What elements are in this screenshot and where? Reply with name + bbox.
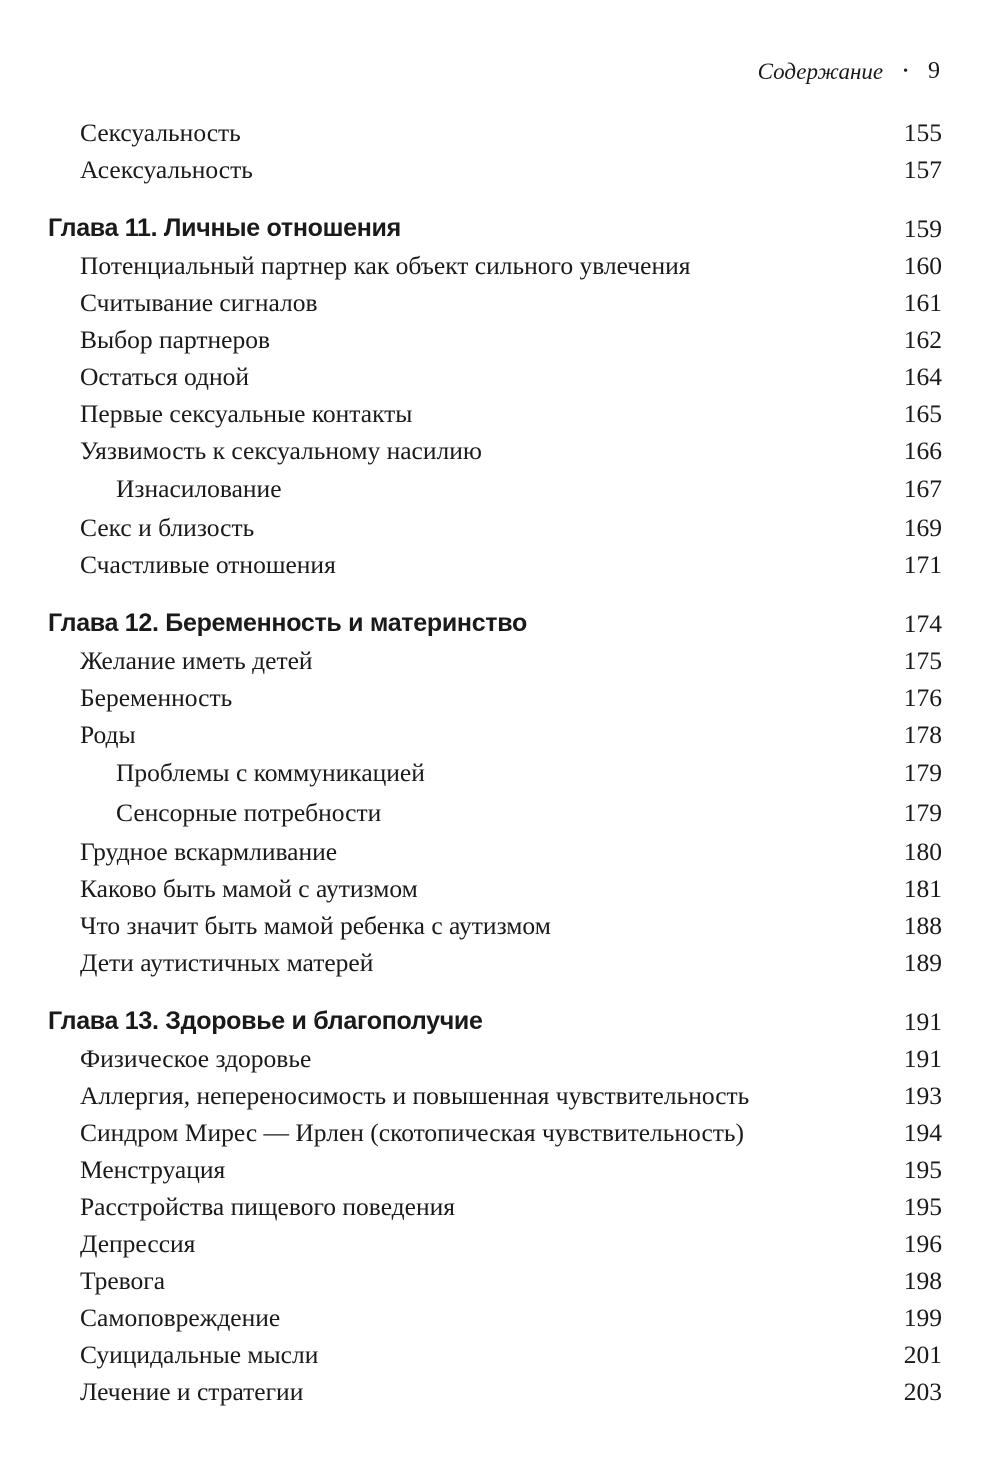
toc-entry-label: Остаться одной bbox=[80, 362, 250, 391]
running-head-title: Содержание bbox=[757, 58, 884, 84]
toc-entry-page: 199 bbox=[903, 1303, 942, 1332]
chapter-11-group bbox=[48, 210, 942, 583]
chapter-page: 159 bbox=[903, 214, 942, 243]
toc-subentry[interactable] bbox=[48, 793, 942, 833]
toc-entry[interactable] bbox=[48, 247, 942, 284]
toc-entry[interactable] bbox=[48, 432, 942, 469]
toc-entry-label: Желание иметь детей bbox=[80, 646, 313, 675]
toc-entry-label: Дети аутистичных матерей bbox=[80, 948, 374, 977]
toc-entry[interactable] bbox=[48, 833, 942, 870]
toc-entry-page: 193 bbox=[903, 1081, 942, 1110]
toc-entry[interactable] bbox=[48, 944, 942, 981]
toc-entry-label: Потенциальный партнер как объект сильного увлечения bbox=[80, 251, 691, 280]
toc-entry-label: Синдром Мирес — Ирлен (скотопическая чувствительность) bbox=[80, 1118, 745, 1147]
toc-entry-label: Грудное вскармливание bbox=[80, 837, 338, 866]
toc-entry-label: Первые сексуальные контакты bbox=[80, 399, 413, 428]
toc-entry-page: 162 bbox=[903, 325, 942, 354]
toc-entry-page: 179 bbox=[903, 798, 942, 827]
toc-entry-label: Тревога bbox=[80, 1266, 166, 1295]
toc-entry-label: Что значит быть мамой ребенка с аутизмом bbox=[80, 911, 551, 940]
toc-entry-page: 176 bbox=[903, 683, 942, 712]
toc-entry-label: Беременность bbox=[80, 683, 233, 712]
toc-entry[interactable] bbox=[48, 1373, 942, 1410]
toc-entry-label: Уязвимость к сексуальному насилию bbox=[80, 436, 482, 465]
toc-entry[interactable] bbox=[48, 1040, 942, 1077]
toc-entry-page: 203 bbox=[903, 1377, 942, 1406]
toc-entry-page: 169 bbox=[903, 513, 942, 542]
toc-entry[interactable] bbox=[48, 1188, 942, 1225]
toc-entry-page: 196 bbox=[903, 1229, 942, 1258]
toc-entry-page: 160 bbox=[903, 251, 942, 280]
toc-entry-label: Считывание сигналов bbox=[80, 288, 318, 317]
chapter-title: Глава 13. Здоровье и благополучие bbox=[48, 1007, 483, 1035]
toc-entry-page: 178 bbox=[903, 720, 942, 749]
toc-entry[interactable] bbox=[48, 284, 942, 321]
toc-entry-page: 179 bbox=[903, 758, 942, 787]
toc-entry-page: 198 bbox=[903, 1266, 942, 1295]
toc-entry-page: 165 bbox=[903, 399, 942, 428]
toc-entry[interactable] bbox=[48, 716, 942, 753]
chapter-page: 174 bbox=[903, 609, 942, 638]
toc-entry[interactable] bbox=[48, 395, 942, 432]
chapter-heading[interactable] bbox=[48, 1003, 942, 1040]
toc-entry-label: Аллергия, непереносимость и повышенная чувствительность bbox=[80, 1081, 750, 1110]
toc-entry-label: Расстройства пищевого поведения bbox=[80, 1192, 455, 1221]
toc-entry-page: 164 bbox=[903, 362, 942, 391]
page-number: 9 bbox=[928, 58, 940, 84]
toc-entry-label: Менструация bbox=[80, 1155, 226, 1184]
toc-entry-label: Депрессия bbox=[80, 1229, 196, 1258]
chapter-page: 191 bbox=[903, 1007, 942, 1036]
toc-entry-label: Физическое здоровье bbox=[80, 1044, 312, 1073]
toc-entry-page: 195 bbox=[903, 1155, 942, 1184]
toc-entry-page: 155 bbox=[903, 118, 942, 147]
toc-entry-page: 191 bbox=[903, 1044, 942, 1073]
bullet-separator: • bbox=[903, 63, 908, 79]
toc-entry-page: 180 bbox=[903, 837, 942, 866]
toc-entry[interactable] bbox=[48, 151, 942, 188]
toc-entry-page: 189 bbox=[903, 948, 942, 977]
chapter-12-group bbox=[48, 605, 942, 981]
toc-entry[interactable] bbox=[48, 321, 942, 358]
toc-entry-label: Сенсорные потребности bbox=[116, 798, 382, 827]
toc-entry-label: Роды bbox=[80, 720, 136, 749]
toc-entry-label: Самоповреждение bbox=[80, 1303, 281, 1332]
toc-entry-label: Выбор партнеров bbox=[80, 325, 271, 354]
toc-entry[interactable] bbox=[48, 642, 942, 679]
toc-entry-label: Секс и близость bbox=[80, 513, 255, 542]
chapter-title: Глава 12. Беременность и материнство bbox=[48, 609, 527, 637]
toc-subentry[interactable] bbox=[48, 469, 942, 509]
toc-entry[interactable] bbox=[48, 509, 942, 546]
toc-entry-label: Сексуальность bbox=[80, 118, 241, 147]
toc-entry[interactable] bbox=[48, 114, 942, 151]
table-of-contents bbox=[48, 114, 942, 1410]
chapter-title: Глава 11. Личные отношения bbox=[48, 214, 401, 242]
toc-entry[interactable] bbox=[48, 1262, 942, 1299]
toc-entry[interactable] bbox=[48, 1336, 942, 1373]
toc-entry[interactable] bbox=[48, 1225, 942, 1262]
toc-entry-page: 161 bbox=[903, 288, 942, 317]
toc-entry-label: Лечение и стратегии bbox=[80, 1377, 304, 1406]
toc-entry-label: Счастливые отношения bbox=[80, 550, 336, 579]
toc-entry-page: 201 bbox=[903, 1340, 942, 1369]
running-head bbox=[758, 58, 940, 85]
toc-entry[interactable] bbox=[48, 1299, 942, 1336]
toc-entry-page: 181 bbox=[903, 874, 942, 903]
toc-entry-label: Суицидальные мысли bbox=[80, 1340, 319, 1369]
toc-entry-page: 194 bbox=[903, 1118, 942, 1147]
toc-entry[interactable] bbox=[48, 546, 942, 583]
toc-entry-page: 157 bbox=[903, 155, 942, 184]
toc-entry-label: Проблемы с коммуникацией bbox=[116, 758, 425, 787]
toc-entry[interactable] bbox=[48, 907, 942, 944]
chapter-heading[interactable] bbox=[48, 605, 942, 642]
toc-entry[interactable] bbox=[48, 870, 942, 907]
toc-entry[interactable] bbox=[48, 1151, 942, 1188]
chapter-13-group bbox=[48, 1003, 942, 1410]
chapter-heading[interactable] bbox=[48, 210, 942, 247]
toc-entry[interactable] bbox=[48, 1077, 942, 1114]
toc-entry-label: Асексуальность bbox=[80, 155, 253, 184]
toc-entry-page: 175 bbox=[903, 646, 942, 675]
toc-entry-page: 188 bbox=[903, 911, 942, 940]
toc-entry-label: Изнасилование bbox=[116, 474, 282, 503]
toc-entry-label: Каково быть мамой с аутизмом bbox=[80, 874, 418, 903]
toc-entry-page: 171 bbox=[903, 550, 942, 579]
toc-subentry[interactable] bbox=[48, 753, 942, 793]
toc-entry-page: 195 bbox=[903, 1192, 942, 1221]
toc-entry[interactable] bbox=[48, 679, 942, 716]
toc-lead-group bbox=[48, 114, 942, 188]
toc-entry-page: 166 bbox=[903, 436, 942, 465]
toc-entry[interactable] bbox=[48, 1114, 942, 1151]
toc-entry[interactable] bbox=[48, 358, 942, 395]
toc-entry-page: 167 bbox=[903, 474, 942, 503]
